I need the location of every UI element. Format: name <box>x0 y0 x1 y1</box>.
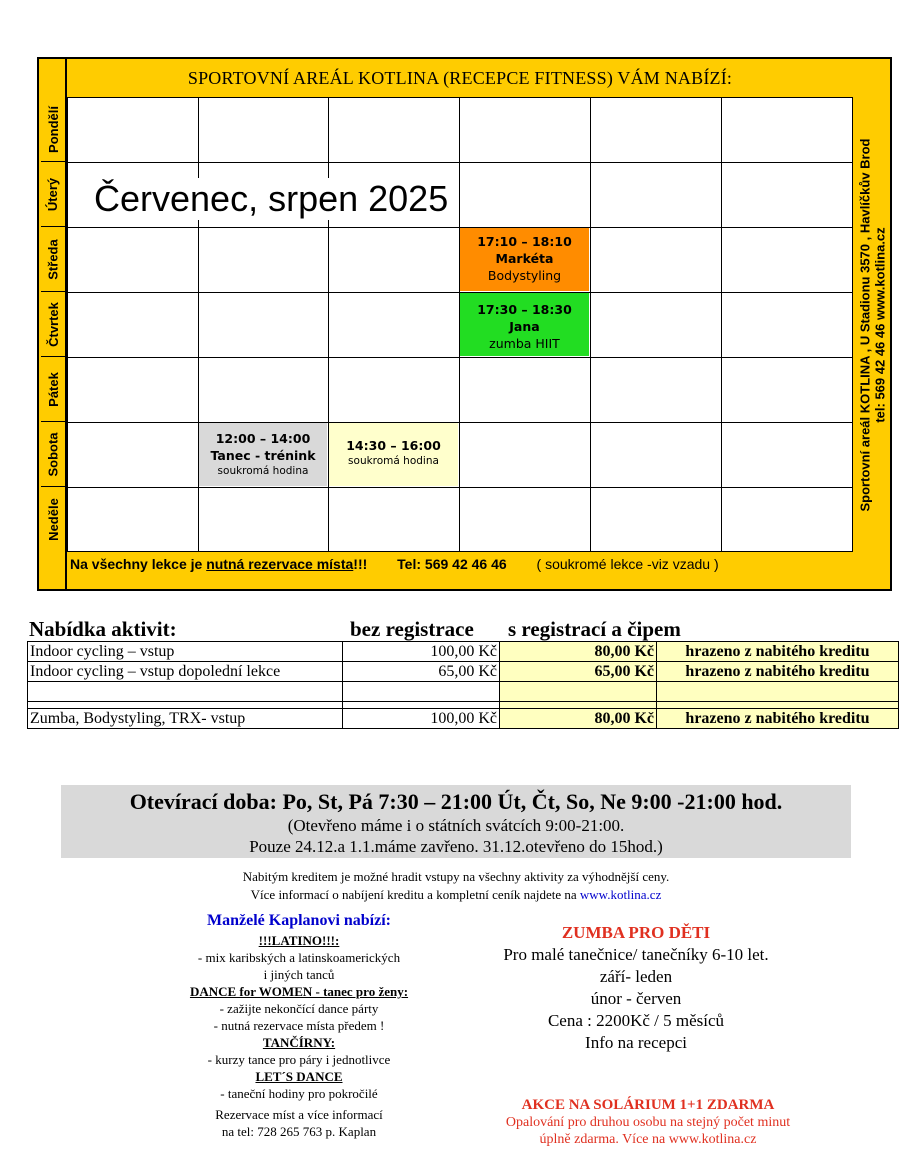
slot-saturday-1: 12:00 – 14:00 Tanec - trénink soukromá hodina <box>199 423 327 486</box>
table-row: Zumba, Bodystyling, TRX- vstup 100,00 Kč 80,00 Kč hrazeno z nabitého kreditu <box>28 709 899 729</box>
day-label: Pondělí <box>41 97 65 162</box>
slot-thursday: 17:30 – 18:30 Jana zumba HIIT <box>460 293 589 356</box>
prices-heading: Nabídka aktivit: <box>29 617 177 641</box>
month-title: Červenec, srpen 2025 <box>94 178 449 219</box>
reservation-note: Na všechny lekce je nutná rezervace místa!!! Tel: 569 42 46 46 ( soukromé lekce -viz vzadu ) <box>70 556 719 572</box>
table-row: Indoor cycling – vstup 100,00 Kč 80,00 Kč hrazeno z nabitého kreditu <box>28 642 899 662</box>
day-label: Úterý <box>41 162 65 227</box>
phone: Tel: 569 42 46 46 <box>397 556 507 572</box>
day-label: Neděle <box>45 498 61 541</box>
day-label: Pátek <box>41 357 65 422</box>
day-label: Sobota <box>41 422 65 487</box>
day-label: Čtvrtek <box>41 292 65 357</box>
slot-wednesday: 17:10 – 18:10 Markéta Bodystyling <box>460 228 589 291</box>
credit-info: Nabitým kreditem je možné hradit vstupy na všechny aktivity za výhodnější ceny. Více informací o nabíjení kreditu a kompletní ceník najdete na www.kotlina.cz <box>242 869 670 902</box>
col-reg: s registrací a čipem <box>508 617 681 641</box>
zumba-kids: ZUMBA PRO DĚTI Pro malé tanečnice/ tanečníky 6-10 let. září- leden únor - červen Cena : 2200Kč / 5 měsíců Info na recepci <box>503 923 769 1052</box>
headline: SPORTOVNÍ AREÁL KOTLINA (RECEPCE FITNESS) VÁM NABÍZÍ: <box>187 68 733 88</box>
price-table <box>27 641 899 729</box>
day-label: Středa <box>41 227 65 292</box>
side-contact: Sportovní areál KOTLINA , U Stadionu 3570 , Havlíčkův Brod tel: 569 42 46 46 www.kotlina.cz <box>857 138 887 511</box>
kotlina-link[interactable]: www.kotlina.cz <box>579 887 662 902</box>
solarium-promo: AKCE NA SOLÁRIUM 1+1 ZDARMA Opalování pro druhou osobu na stejný počet minut úplně zdarma. Více na www.kotlina.cz <box>505 1097 791 1147</box>
col-no-reg: bez registrace <box>350 617 474 641</box>
slot-saturday-2: 14:30 – 16:00 soukromá hodina <box>329 423 458 486</box>
table-row: Indoor cycling – vstup dopolední lekce 65,00 Kč 65,00 Kč hrazeno z nabitého kreditu <box>28 662 899 682</box>
table-row <box>28 682 899 702</box>
kaplan-offer: Manželé Kaplanovi nabízí: !!!LATINO!!!: - mix karibských a latinskoamerických i jiných tanců DANCE for WOMEN - tanec pro ženy: - zažijte nekončící dance párty - nutná rezervace místa předem ! TANČÍRNY: - kurzy tance pro páry i jednotlivce LET´S DANCE - taneční hodiny pro pokročilé Rezervace míst a více informací na tel: 728 265 763 p. Kaplan <box>189 912 409 1139</box>
opening-hours: Otevírací doba: Po, St, Pá 7:30 – 21:00 Út, Čt, So, Ne 9:00 -21:00 hod. (Otevřeno máme i o státních svátcích 9:00-21:00. Pouze 24.12.a 1.1.máme zavřeno. 31.12.otevřeno do 15hod.) <box>61 785 851 858</box>
